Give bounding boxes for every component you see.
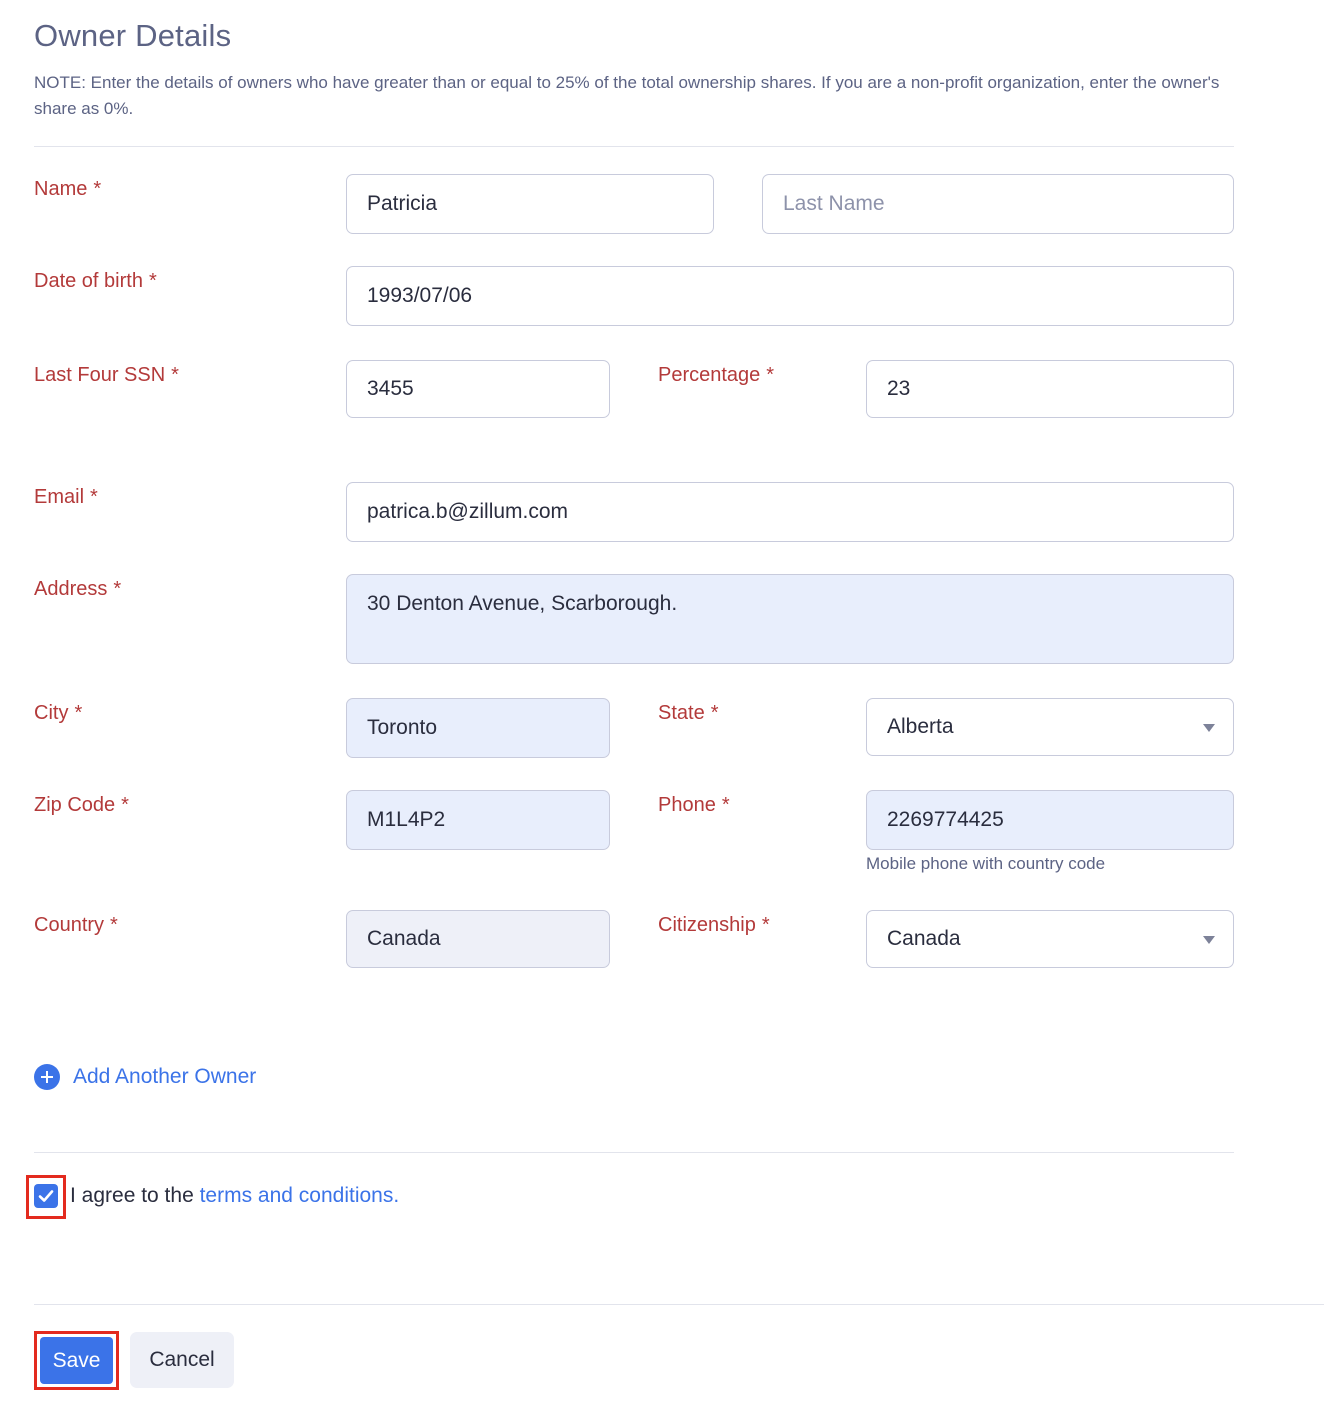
divider-top bbox=[34, 146, 1234, 147]
percentage-input[interactable] bbox=[866, 360, 1234, 418]
zip-input[interactable] bbox=[346, 790, 610, 850]
divider-bottom bbox=[34, 1304, 1324, 1305]
check-icon bbox=[37, 1187, 55, 1205]
agree-text: I agree to the terms and conditions. bbox=[70, 1184, 400, 1207]
country-label: Country * bbox=[34, 914, 118, 936]
cancel-button[interactable]: Cancel bbox=[130, 1332, 234, 1388]
city-input[interactable] bbox=[346, 698, 610, 758]
percentage-label: Percentage * bbox=[658, 364, 775, 386]
plus-circle-icon bbox=[34, 1064, 60, 1090]
email-label: Email * bbox=[34, 486, 98, 508]
country-input bbox=[346, 910, 610, 968]
save-button-highlight bbox=[34, 1331, 119, 1390]
page-title: Owner Details bbox=[34, 18, 232, 53]
zip-label: Zip Code * bbox=[34, 794, 129, 816]
chevron-down-icon bbox=[1203, 936, 1215, 944]
dob-input[interactable] bbox=[346, 266, 1234, 326]
terms-link[interactable]: terms and conditions. bbox=[199, 1184, 400, 1207]
dob-label: Date of birth * bbox=[34, 270, 157, 292]
name-label: Name * bbox=[34, 178, 102, 200]
ssn-input[interactable] bbox=[346, 360, 610, 418]
state-label: State * bbox=[658, 702, 719, 724]
ownership-note: NOTE: Enter the details of owners who have greater than or equal to 25% of the total ownership shares. If you are a non-profit organization, enter the owner's share as 0%. bbox=[34, 73, 1220, 118]
city-label: City * bbox=[34, 702, 83, 724]
state-select[interactable] bbox=[866, 698, 1234, 756]
phone-label: Phone * bbox=[658, 794, 730, 816]
state-value: Alberta bbox=[887, 715, 954, 738]
agree-checkbox[interactable] bbox=[34, 1184, 58, 1208]
first-name-input[interactable] bbox=[346, 174, 714, 234]
divider-middle bbox=[34, 1152, 1234, 1153]
agree-checkbox-highlight bbox=[26, 1175, 66, 1219]
save-button[interactable]: Save bbox=[40, 1337, 113, 1384]
phone-hint: Mobile phone with country code bbox=[866, 854, 1106, 873]
phone-input[interactable] bbox=[866, 790, 1234, 850]
last-name-input[interactable] bbox=[762, 174, 1234, 234]
chevron-down-icon bbox=[1203, 724, 1215, 732]
add-another-owner-button[interactable] bbox=[34, 1064, 256, 1090]
citizenship-value: Canada bbox=[887, 927, 961, 950]
citizenship-select[interactable] bbox=[866, 910, 1234, 968]
ssn-label: Last Four SSN * bbox=[34, 364, 179, 386]
address-label: Address * bbox=[34, 578, 122, 600]
address-textarea[interactable] bbox=[346, 574, 1234, 664]
citizenship-label: Citizenship * bbox=[658, 914, 770, 936]
add-another-owner-label: Add Another Owner bbox=[73, 1065, 257, 1088]
email-input[interactable] bbox=[346, 482, 1234, 542]
